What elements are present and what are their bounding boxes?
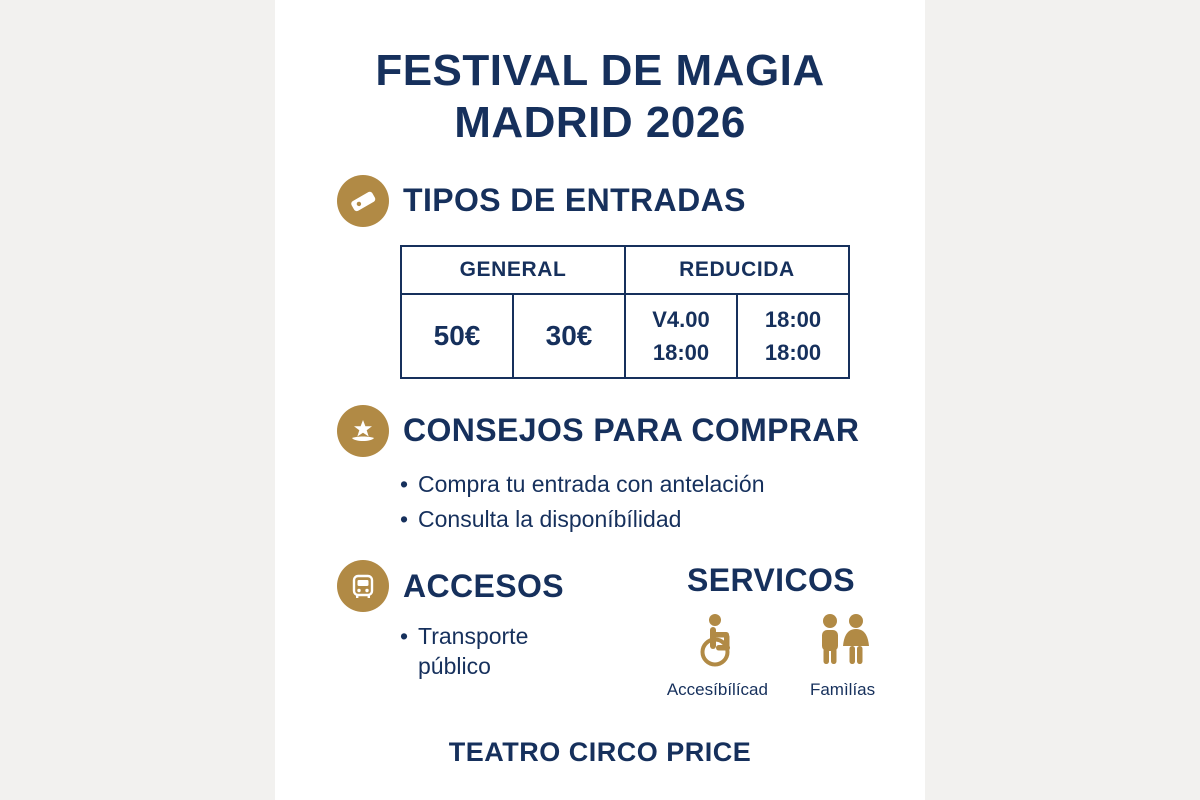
section-title-services: SERVICOS [687,562,855,599]
section-header-tickets [305,175,895,227]
bus-icon [337,560,389,612]
advice-bullet-list [400,467,895,538]
venue-name: TEATRO CIRCO PRICE [448,737,752,767]
services-icon-row [647,613,895,700]
column-header-reducida: REDUCIDA [625,246,849,294]
title-line-2: MADRID 2026 [454,97,746,147]
title-line-1: FESTIVAL DE MAGIA [375,46,825,95]
cell-reducida-1-line2: 18:00 [652,339,710,365]
star-hand-icon [337,405,389,457]
ticket-icon [337,175,389,227]
cell-reducida-2-line1: 18:00 [764,306,822,332]
cell-reducida-1-line1: V4.00 [652,306,710,332]
list-item: • Consulta la disponíbílidad [400,502,895,538]
access-column [337,560,637,682]
cell-reducida-2-line2: 18:00 [764,339,822,365]
column-header-general: GENERAL [401,246,625,294]
table-header-row [401,246,849,294]
service-families [810,613,875,700]
section-title-tickets: TIPOS DE ENTRADAS [403,182,746,219]
page-title [305,45,895,149]
access-bullet-list [400,622,637,682]
service-accessibility [667,613,768,700]
table-row [401,294,849,378]
cell-general-price-1: 50€ [401,294,513,378]
cell-reducida-times-1 [625,294,737,378]
cell-reducida-times-2 [737,294,849,378]
section-title-advice: CONSEJOS PARA COMPRAR [403,412,860,449]
wheelchair-icon [693,613,741,672]
tickets-table-wrapper [400,245,850,379]
service-label-accessibility: Accesíbílícad [666,680,768,700]
access-services-row [305,560,895,700]
service-label-families: Famìlías [809,680,876,700]
family-icon [812,613,874,672]
poster-card [275,0,925,800]
list-item: • Compra tu entrada con antelación [400,467,895,503]
section-title-access: ACCESOS [403,567,565,604]
tickets-table [400,245,850,379]
services-column [637,560,895,700]
section-header-advice [305,405,895,457]
cell-general-price-2: 30€ [513,294,625,378]
list-item: • Transporte público [400,622,588,682]
section-header-access [337,560,637,612]
